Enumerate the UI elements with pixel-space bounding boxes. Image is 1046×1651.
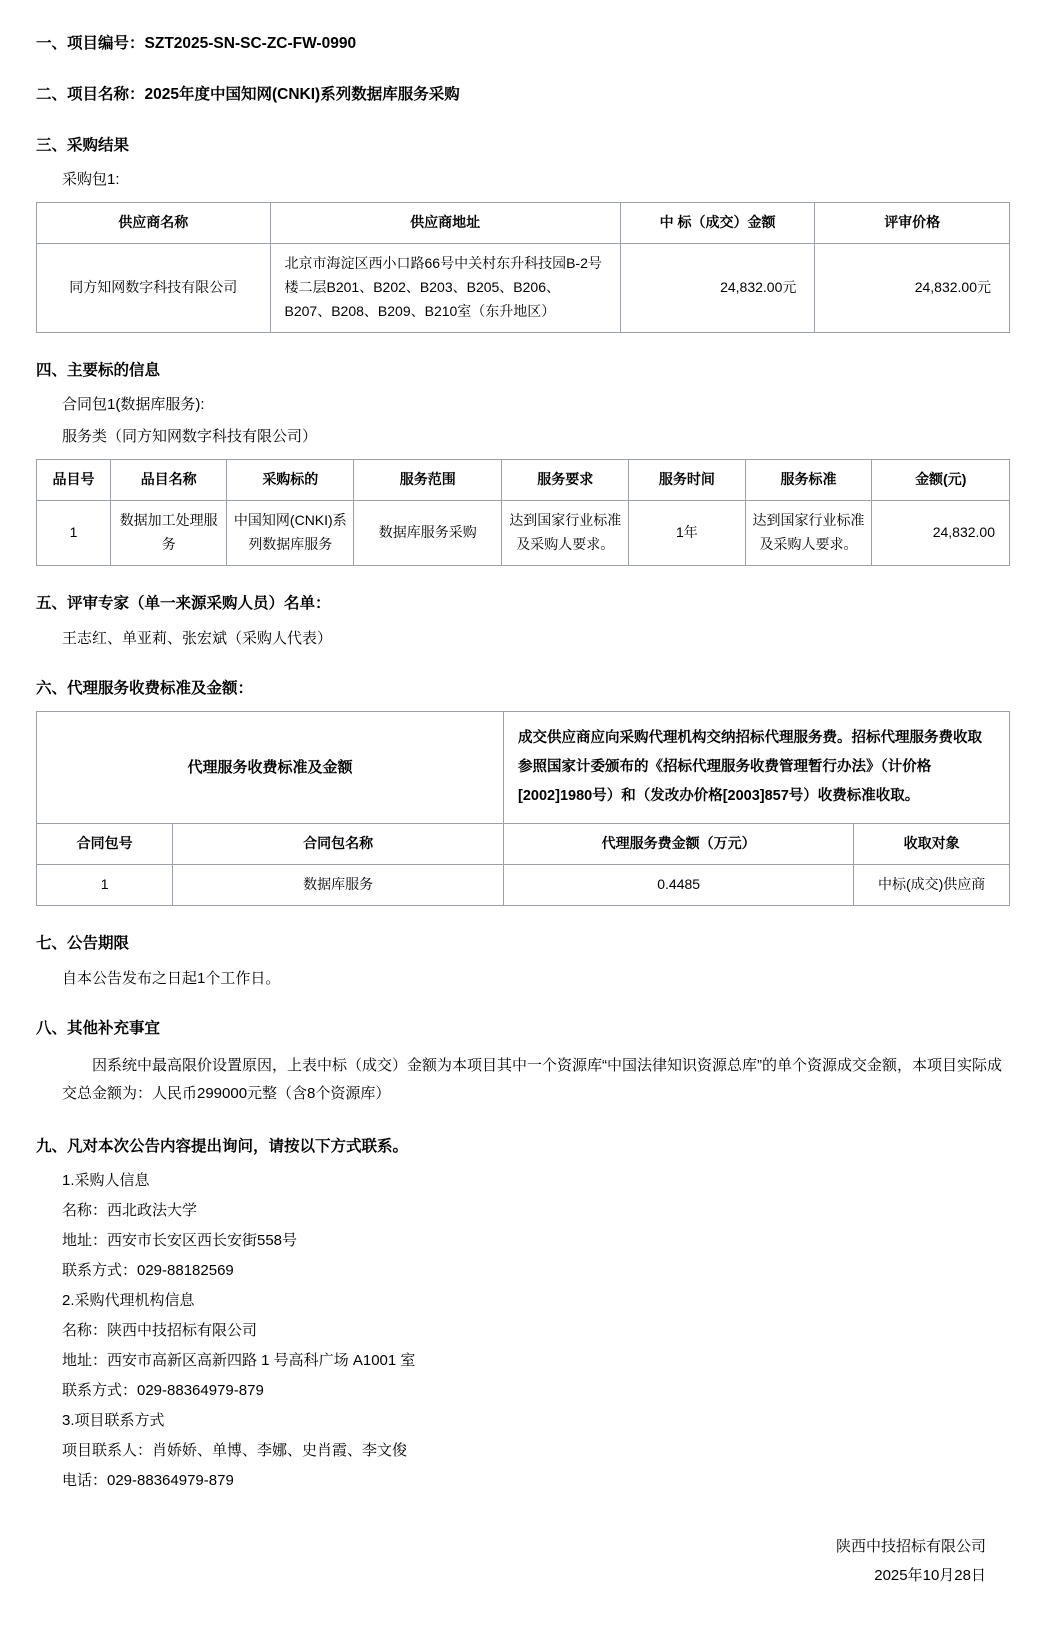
cell-item-name: 数据加工处理服务 [111, 501, 227, 566]
table-row [37, 865, 1010, 906]
section-8-title: 八、其他补充事宜 [36, 1019, 161, 1037]
section-9-title: 九、凡对本次公告内容提出询问，请按以下方式联系。 [36, 1137, 409, 1155]
cell-contract-no: 1 [37, 865, 173, 906]
column-item-name: 品目名称 [111, 460, 227, 501]
cell-review-price: 24,832.00元 [815, 244, 1010, 332]
cell-fee-payer: 中标(成交)供应商 [854, 865, 1010, 906]
column-service-duration: 服务时间 [629, 460, 745, 501]
cell-item-amount: 24,832.00 [872, 501, 1010, 566]
footer-date: 2025年10月28日 [874, 1566, 986, 1584]
agent-fee-head-row [37, 712, 1010, 824]
section-5-title: 五、评审专家（单一来源采购人员）名单： [36, 594, 331, 612]
purchase-package-label: 采购包1: [62, 171, 120, 189]
contact-group-purchaser [62, 1169, 1010, 1283]
agency-name: 名称：陕西中技招标有限公司 [62, 1322, 258, 1340]
column-agent-fee: 代理服务费金额（万元） [504, 824, 854, 865]
column-service-scope: 服务范围 [354, 460, 502, 501]
cell-purchase-target: 中国知网(CNKI)系列数据库服务 [227, 501, 354, 566]
agent-fee-standard-text: 成交供应商应向采购代理机构交纳招标代理服务费。招标代理服务费收取参照国家计委颁布的《招标代理服务收费管理暂行办法》（计价格[2002]1980号）和（发改办价格[2003]857号）收费标准收取。 [504, 712, 1010, 824]
section-7-title: 七、公告期限 [36, 934, 130, 952]
supplementary-text: 因系统中最高限价设置原因，上表中标（成交）金额为本项目其中一个资源库“中国法律知识资源总库”的单个资源成交金额，本项目实际成交总金额为：人民币299000元整（含8个资源库） [62, 1056, 1002, 1103]
table-row [37, 244, 1010, 332]
service-category-label: 服务类（同方知网数字科技有限公司） [62, 428, 318, 446]
cell-service-requirement: 达到国家行业标准及采购人要求。 [502, 501, 629, 566]
table-row [37, 501, 1010, 566]
section-project-name [36, 83, 1010, 108]
section-6-title: 六、代理服务收费标准及金额： [36, 679, 254, 697]
section-4-title: 四、主要标的信息 [36, 361, 161, 379]
section-3-title: 三、采购结果 [36, 136, 130, 154]
main-target-table [36, 459, 1010, 565]
document-footer [36, 1533, 1010, 1590]
purchase-result-table [36, 202, 1010, 332]
column-review-price: 评审价格 [815, 203, 1010, 244]
agency-address: 地址：西安市高新区高新四路 1 号高科广场 A1001 室 [62, 1352, 416, 1370]
contact-group-project [62, 1409, 1010, 1493]
column-supplier-address: 供应商地址 [270, 203, 620, 244]
contact-group-agency [62, 1289, 1010, 1403]
column-supplier-name: 供应商名称 [37, 203, 271, 244]
column-service-standard: 服务标准 [745, 460, 872, 501]
cell-agent-fee: 0.4485 [504, 865, 854, 906]
agent-fee-standard-label: 代理服务收费标准及金额 [37, 712, 504, 824]
column-service-requirement: 服务要求 [502, 460, 629, 501]
contact-phone: 联系方式：029-88182569 [62, 1262, 234, 1280]
cell-item-no: 1 [37, 501, 111, 566]
project-contact-phone: 电话：029-88364979-879 [62, 1472, 234, 1490]
column-fee-payer: 收取对象 [854, 824, 1010, 865]
contact-name: 名称：西北政法大学 [62, 1202, 198, 1220]
table-header-row [37, 460, 1010, 501]
table-header-row [37, 203, 1010, 244]
cell-service-standard: 达到国家行业标准及采购人要求。 [745, 501, 872, 566]
section-2-title: 二、项目名称： [36, 85, 145, 103]
table-header-row [37, 824, 1010, 865]
agent-fee-table [36, 711, 1010, 906]
column-purchase-target: 采购标的 [227, 460, 354, 501]
expert-list: 王志红、单亚莉、张宏斌（采购人代表） [62, 629, 333, 647]
column-contract-name: 合同包名称 [173, 824, 504, 865]
section-project-number [36, 32, 1010, 57]
contact-group-heading: 1.采购人信息 [62, 1172, 150, 1190]
project-name-value: 2025年度中国知网(CNKI)系列数据库服务采购 [144, 85, 460, 103]
project-contact-persons: 项目联系人：肖娇娇、单博、李娜、史肖霞、李文俊 [62, 1442, 408, 1460]
section-1-title: 一、项目编号： [36, 35, 145, 52]
cell-supplier-name: 同方知网数字科技有限公司 [37, 244, 271, 332]
contact-group-heading: 3.项目联系方式 [62, 1412, 165, 1430]
announcement-period-text: 自本公告发布之日起1个工作日。 [62, 969, 281, 987]
contact-address: 地址：西安市长安区西长安街558号 [62, 1232, 298, 1250]
footer-organization: 陕西中技招标有限公司 [835, 1538, 986, 1556]
column-bid-amount: 中 标（成交）金额 [620, 203, 815, 244]
contact-group-heading: 2.采购代理机构信息 [62, 1292, 195, 1310]
cell-bid-amount: 24,832.00元 [620, 244, 815, 332]
project-number-value: SZT2025-SN-SC-ZC-FW-0990 [144, 35, 357, 52]
column-item-no: 品目号 [37, 460, 111, 501]
cell-contract-name: 数据库服务 [173, 865, 504, 906]
contract-package-label: 合同包1(数据库服务): [62, 396, 205, 414]
column-item-amount: 金额(元) [872, 460, 1010, 501]
cell-supplier-address: 北京市海淀区西小口路66号中关村东升科技园B-2号楼二层B201、B202、B203、B205、B206、B207、B208、B209、B210室（东升地区） [270, 244, 620, 332]
column-contract-no: 合同包号 [37, 824, 173, 865]
cell-service-duration: 1年 [629, 501, 745, 566]
cell-service-scope: 数据库服务采购 [354, 501, 502, 566]
agency-phone: 联系方式：029-88364979-879 [62, 1382, 264, 1400]
